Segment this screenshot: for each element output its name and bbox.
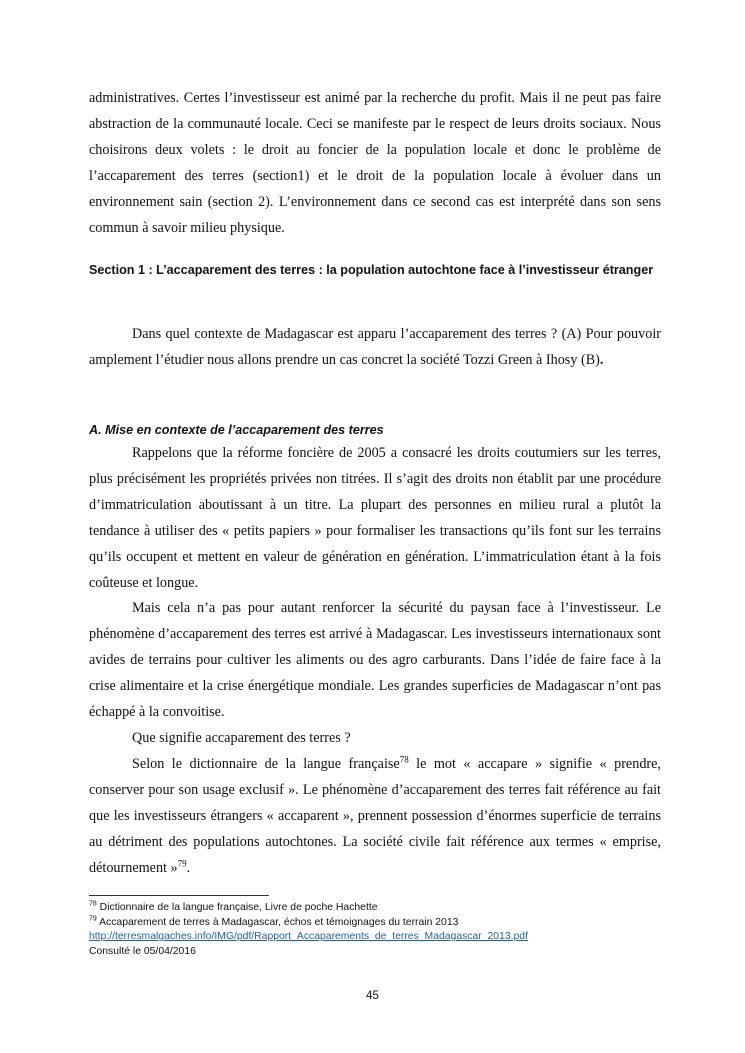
- subsection-a-heading: A. Mise en contexte de l’accaparement des terres: [89, 423, 384, 437]
- section-1-intro-end: .: [599, 351, 604, 368]
- subsection-a-paragraph-1: Rappelons que la réforme foncière de 2005 a consacré les droits coutumiers sur les terres, plus précisément les propriétés privées non titrées. Il s’agit des droits non établit par une procédure d’immatriculation aboutissant à un titre. La plupart des personnes en milieu rural a plutôt la tendance à utiliser des « petits papiers » pour formaliser les transactions qu’ils font sur les terrains qu’ils occupent et mettent en valeur de génération en génération. L’immatriculation étant à la fois coûteuse et longue.: [89, 445, 661, 591]
- footnote-78: [89, 901, 669, 916]
- footnote-78-text: Dictionnaire de la langue française, Livre de poche Hachette: [96, 902, 378, 913]
- paragraph-4-end: .: [186, 859, 191, 876]
- footnote-ref-78[interactable]: 78: [399, 754, 409, 765]
- footnote-78-number: 78: [89, 900, 97, 908]
- page-number: 45: [366, 990, 379, 1002]
- footnote-separator: [89, 895, 269, 896]
- footnote-79-consulted: Consulté le 05/04/2016: [89, 945, 196, 957]
- paragraph-4-rest: le mot « accapare » signifie « prendre, conserver pour son usage exclusif ». Le phénomène d’accaparement des terres fait référence au fait que les investisseurs étrangers « accaparent », prennent possession d’énormes superficie de terrains au détriment des populations autochtones. La société civile fait référence aux termes « emprise, détournement »: [89, 755, 661, 876]
- footnote-79-link-line: [89, 930, 669, 945]
- section-1-heading: Section 1 : L’accaparement des terres : la population autochtone face à l’investisseur étranger: [89, 263, 654, 277]
- intro-paragraph-block: [89, 86, 661, 241]
- footnote-79: [89, 916, 669, 931]
- subsection-a-paragraph-2: Mais cela n’a pas pour autant renforcer la sécurité du paysan face à l’investisseur. Le phénomène d’accaparement des terres est arrivé à Madagascar. Les investisseurs internationaux sont avides de terrains pour cultiver les aliments ou des agro carburants. Dans l’idée de faire face à la crise alimentaire et la crise énergétique mondiale. Les grandes superficies de Madagascar n’ont pas échappé à la convoitise.: [89, 600, 661, 721]
- subsection-a-paragraph-3: Que signifie accaparement des terres ?: [132, 729, 351, 746]
- section-1-intro-text: Dans quel contexte de Madagascar est apparu l’accaparement des terres ? (A) Pour pouvoir amplement l’étudier nous allons prendre un cas concret la société Tozzi Green à Ihosy (B): [89, 326, 661, 368]
- section-1-intro-block: [89, 322, 661, 374]
- section-1-intro-paragraph: [89, 322, 661, 374]
- footnote-ref-79[interactable]: 79: [177, 857, 187, 868]
- footnote-79-link[interactable]: http://terresmalgaches.info/IMG/pdf/Rapport_Accaparements_de_terres_Madagascar_2013.pdf: [89, 931, 528, 943]
- paragraph-4-start: Selon le dictionnaire de la langue française: [132, 755, 400, 772]
- footnotes: [89, 901, 669, 959]
- footnote-79-text: Accaparement de terres à Madagascar, échos et témoignages du terrain 2013: [96, 916, 459, 928]
- footnote-79-number: 79: [89, 915, 97, 923]
- subsection-a-paragraph-4: [89, 752, 661, 882]
- intro-paragraph: administratives. Certes l’investisseur est animé par la recherche du profit. Mais il ne peut pas faire abstraction de la communauté locale. Ceci se manifeste par le respect de leurs droits sociaux. Nous choisirons deux volets : le droit au foncier de la population locale et donc le problème de l’accaparement des terres (section1) et le droit de la population locale à évoluer dans un environnement sain (section 2). L’environnement dans ce second cas est interprété dans son sens commun à savoir milieu physique.: [89, 90, 661, 236]
- subsection-a-body: [89, 441, 661, 881]
